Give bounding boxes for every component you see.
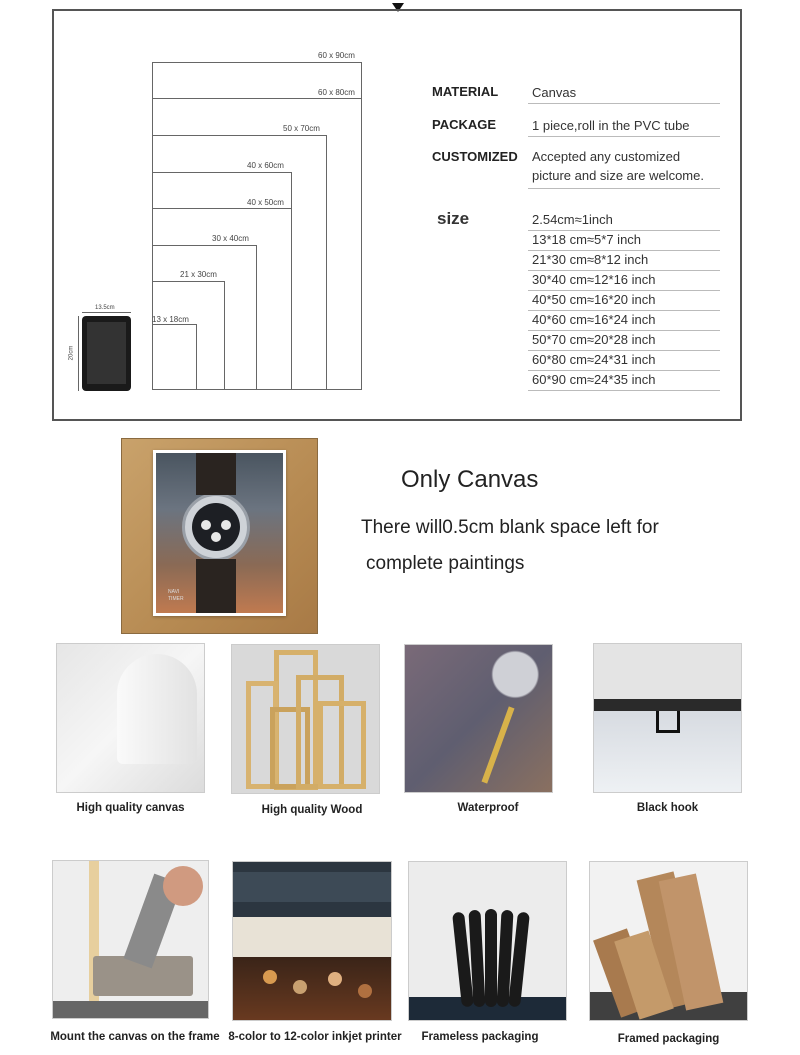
poster-photo bbox=[121, 438, 318, 634]
divider bbox=[528, 188, 720, 189]
divider bbox=[528, 370, 720, 371]
divider bbox=[528, 230, 720, 231]
only-canvas-line1: There will0.5cm blank space left for bbox=[361, 517, 659, 538]
divider bbox=[528, 310, 720, 311]
feature-caption: Frameless packaging bbox=[421, 1031, 539, 1043]
waterproof-photo bbox=[404, 644, 553, 793]
watch-text: TIMER bbox=[168, 596, 184, 602]
tablet-width-label: 13.5cm bbox=[95, 305, 115, 311]
frame-label: 40 x 50cm bbox=[247, 198, 284, 207]
watch-text: NAVI bbox=[168, 589, 180, 595]
wood-frames-photo bbox=[231, 644, 380, 794]
size-row: 60*80 cm≈24*31 inch bbox=[532, 352, 656, 367]
customized-key: CUSTOMIZED bbox=[432, 149, 518, 164]
frame-label: 60 x 80cm bbox=[318, 88, 355, 97]
watch-icon bbox=[182, 493, 250, 561]
poster-print bbox=[153, 450, 286, 616]
feature-caption: Black hook bbox=[636, 802, 699, 814]
size-row: 30*40 cm≈12*16 inch bbox=[532, 272, 656, 287]
material-key: MATERIAL bbox=[432, 84, 499, 99]
frame-baseline bbox=[152, 389, 362, 390]
frame-label: 50 x 70cm bbox=[283, 124, 320, 133]
divider bbox=[528, 350, 720, 351]
frame-label: 60 x 90cm bbox=[318, 51, 355, 60]
divider bbox=[528, 270, 720, 271]
divider bbox=[528, 250, 720, 251]
framed-packaging-photo bbox=[589, 861, 748, 1021]
size-row: 13*18 cm≈5*7 inch bbox=[532, 232, 642, 247]
tablet-height-dim bbox=[78, 316, 79, 391]
only-canvas-line2: complete paintings bbox=[366, 553, 525, 574]
only-canvas-title: Only Canvas bbox=[401, 466, 539, 493]
hook-icon bbox=[656, 711, 680, 733]
divider bbox=[528, 136, 720, 137]
size-row: 50*70 cm≈20*28 inch bbox=[532, 332, 656, 347]
material-value: Canvas bbox=[532, 85, 577, 100]
divider bbox=[528, 103, 720, 104]
frame-13x18 bbox=[152, 324, 197, 390]
customized-value-line1: Accepted any customized bbox=[532, 149, 681, 164]
size-key: size bbox=[437, 209, 470, 228]
divider bbox=[528, 330, 720, 331]
package-key: PACKAGE bbox=[432, 117, 497, 132]
divider bbox=[528, 390, 720, 391]
frame-label: 40 x 60cm bbox=[247, 161, 284, 170]
inkjet-printer-photo bbox=[232, 861, 392, 1021]
tablet-height-label: 20cm bbox=[68, 345, 75, 361]
frameless-packaging-photo bbox=[408, 861, 567, 1021]
feature-caption: Mount the canvas on the frame bbox=[50, 1031, 220, 1043]
package-value: 1 piece,roll in the PVC tube bbox=[532, 118, 690, 133]
feature-caption: High quality Wood bbox=[261, 804, 363, 816]
customized-value-line2: picture and size are welcome. bbox=[532, 168, 704, 183]
size-row: 60*90 cm≈24*35 inch bbox=[532, 372, 656, 387]
size-row: 2.54cm≈1inch bbox=[532, 212, 613, 227]
canvas-roll-photo bbox=[56, 643, 205, 793]
feature-caption: Waterproof bbox=[457, 802, 519, 814]
tablet-width-dim bbox=[82, 312, 131, 313]
size-row: 40*60 cm≈16*24 inch bbox=[532, 312, 656, 327]
feature-caption: Framed packaging bbox=[617, 1033, 720, 1045]
feature-caption: High quality canvas bbox=[76, 802, 185, 814]
feature-caption: 8-color to 12-color inkjet printer bbox=[228, 1031, 402, 1043]
frame-label: 13 x 18cm bbox=[152, 315, 189, 324]
frame-label: 30 x 40cm bbox=[212, 234, 249, 243]
divider bbox=[528, 290, 720, 291]
mounting-photo bbox=[52, 860, 209, 1019]
size-row: 40*50 cm≈16*20 inch bbox=[532, 292, 656, 307]
size-row: 21*30 cm≈8*12 inch bbox=[532, 252, 649, 267]
tablet-icon bbox=[82, 316, 131, 391]
black-hook-photo bbox=[593, 643, 742, 793]
frame-label: 21 x 30cm bbox=[180, 270, 217, 279]
